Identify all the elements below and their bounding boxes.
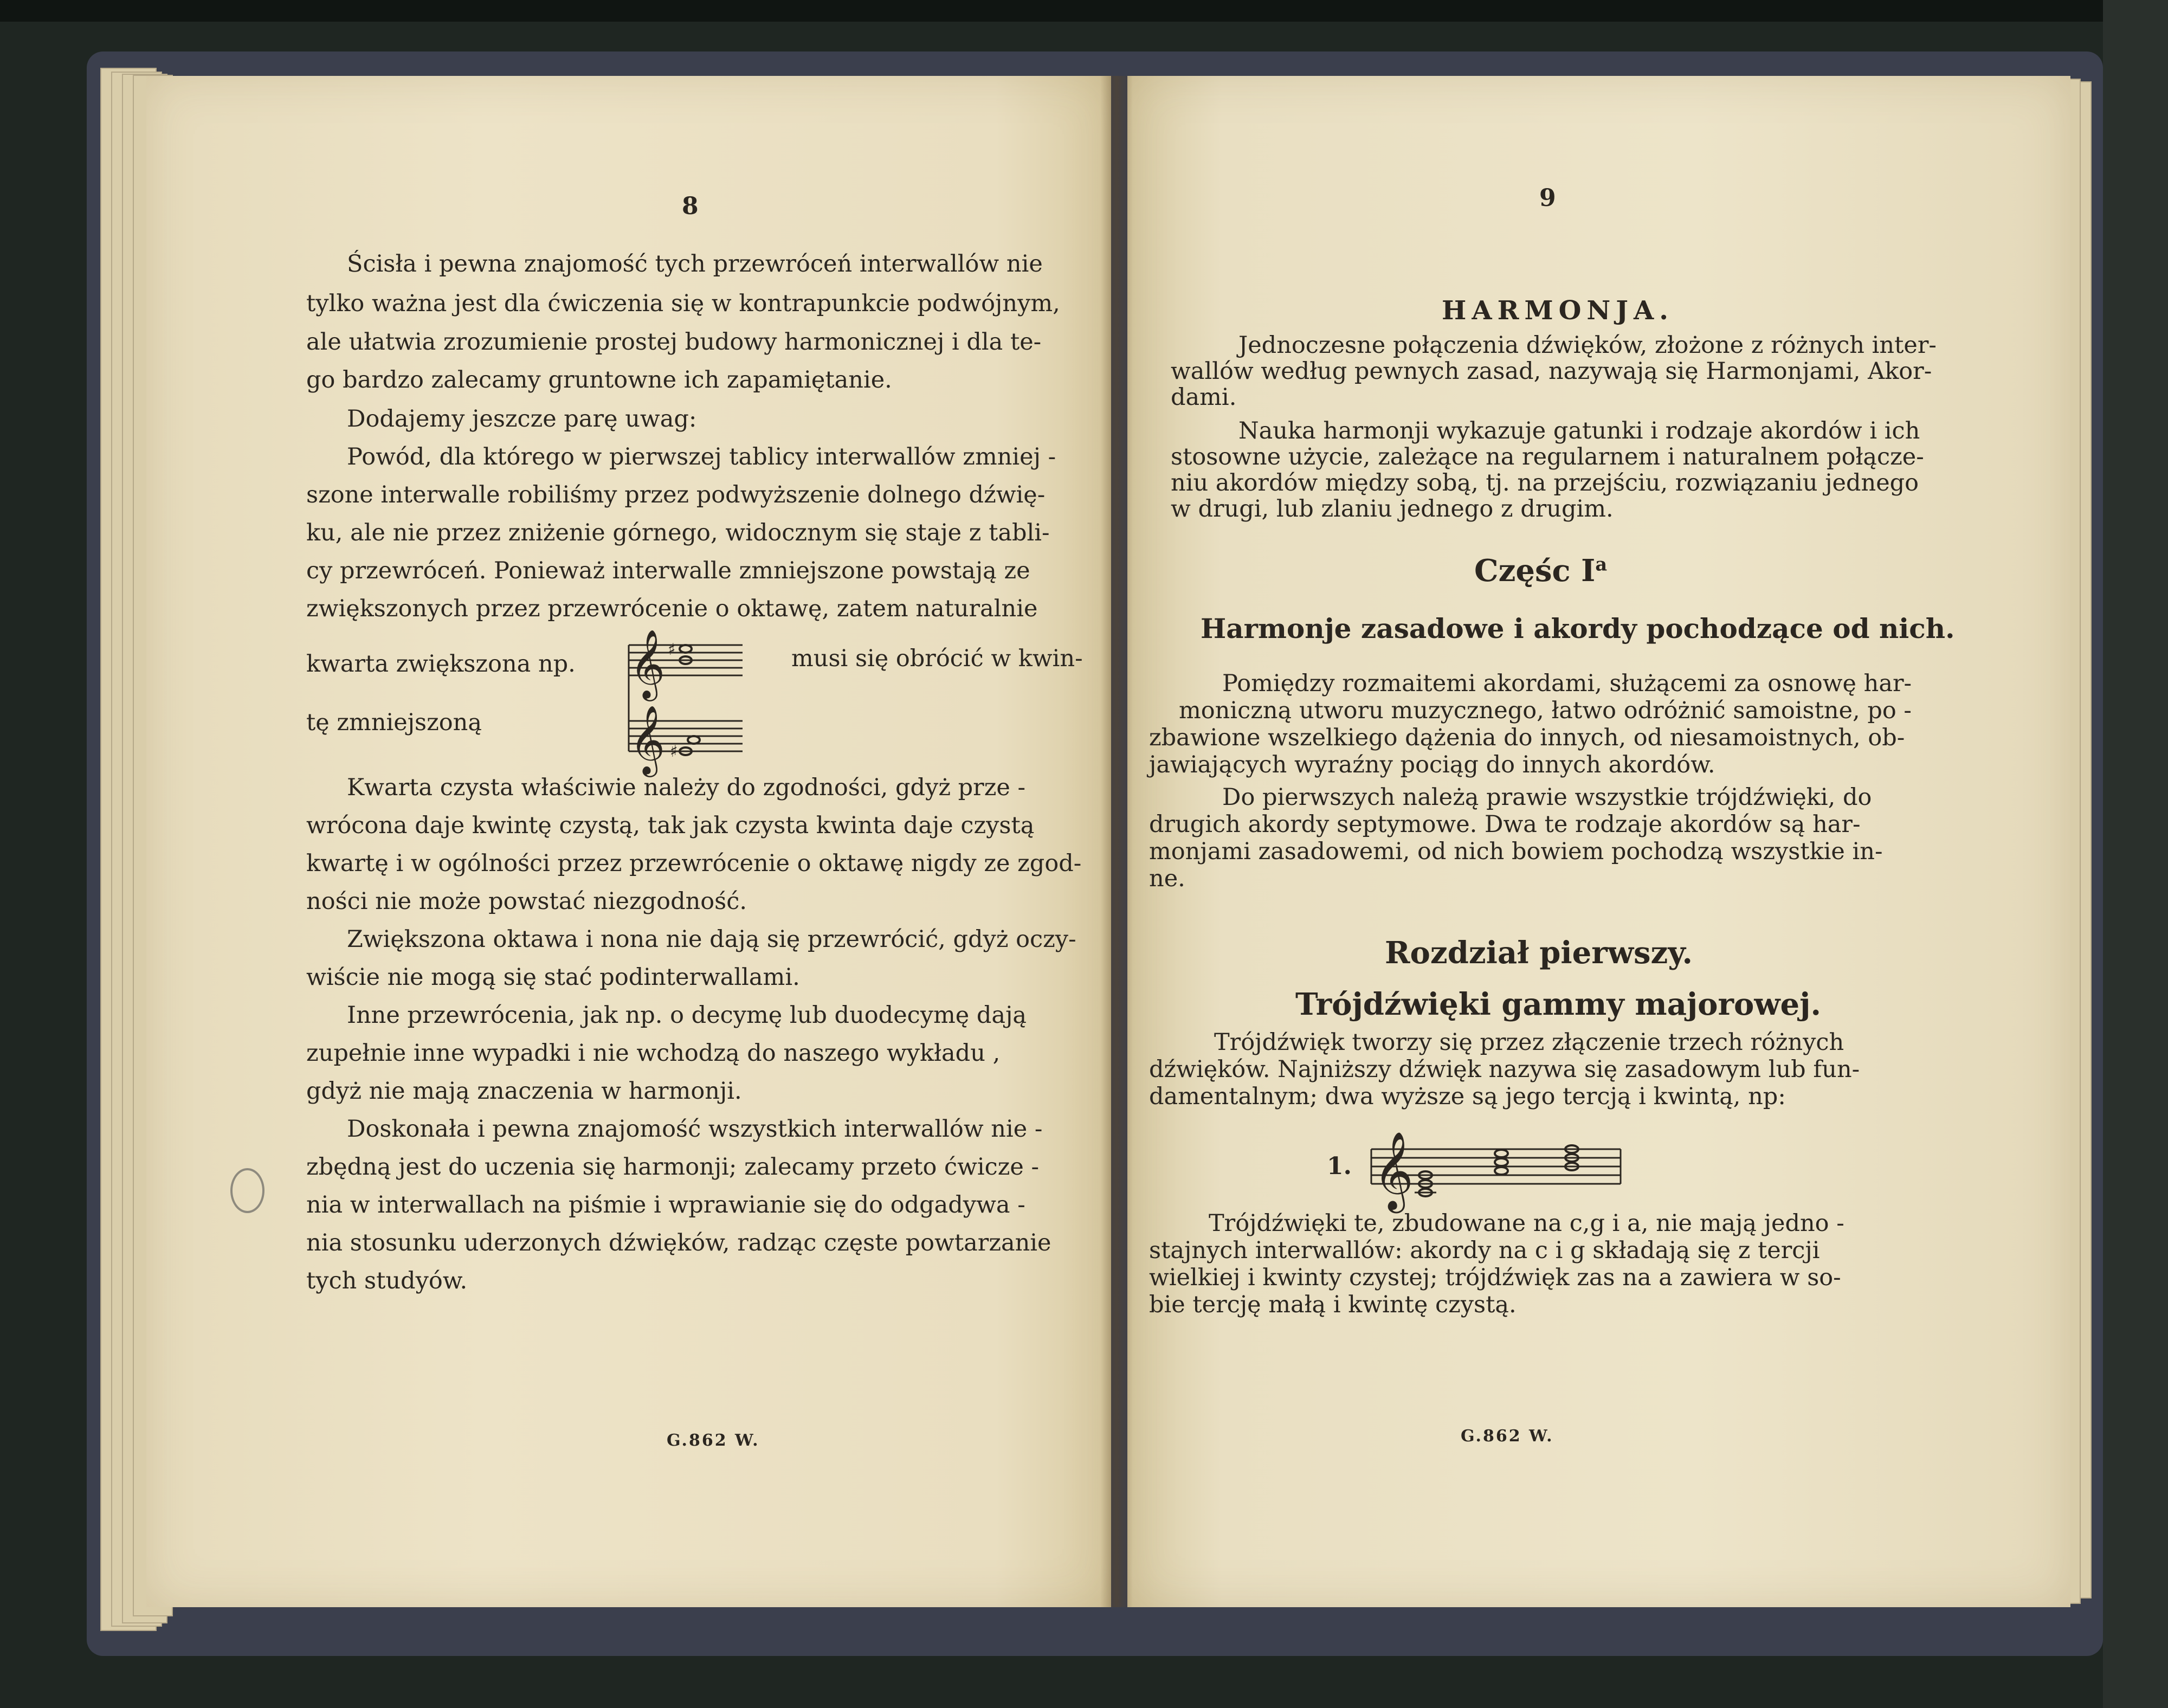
text-line: monjami zasadowemi, od nich bowiem pochodzą wszystkie in-	[1149, 838, 1883, 865]
text-line: moniczną utworu muzycznego, łatwo odróżnić samoistne, po -	[1179, 697, 1912, 724]
text-line: ku, ale nie przez zniżenie górnego, widocznym się staje z tabli-	[306, 519, 1050, 546]
text-line: stosowne użycie, zależące na regularnem i naturalnem połącze-	[1171, 443, 1924, 470]
text-line: zbawione wszelkiego dążenia do innych, od niesamoistnych, ob-	[1149, 724, 1905, 751]
text-line: wielkiej i kwinty czystej; trójdźwięk zas na a zawiera w so-	[1149, 1264, 1841, 1291]
text-line: wrócona daje kwintę czystą, tak jak czysta kwinta daje czystą	[306, 812, 1035, 839]
music-staff-triads	[1366, 1127, 1626, 1214]
text-line: ności nie może powstać niezgodność.	[306, 888, 747, 915]
text-line: Zwiększona oktawa i nona nie dają się przewrócić, gdyż oczy-	[347, 926, 1076, 953]
svg-text:♯: ♯	[670, 742, 678, 761]
part-heading: Częśc $I^a$	[1474, 553, 1608, 589]
example-text: tę zmniejszoną	[306, 709, 482, 736]
text-line: go bardzo zalecamy gruntowne ich zapamiętanie.	[306, 366, 892, 394]
right-page-footer: G.862 W.	[1461, 1427, 1554, 1446]
text-line: zwiększonych przez przewrócenie o oktawę, zatem naturalnie	[306, 595, 1038, 622]
book-gutter	[1100, 76, 1133, 1607]
text-line: ne.	[1149, 865, 1185, 892]
text-line: kwartę i w ogólności przez przewrócenie o oktawę nigdy ze zgod-	[306, 850, 1082, 877]
text-line: nia stosunku uderzonych dźwięków, radząc częste powtarzanie	[306, 1229, 1051, 1256]
text-line: tylko ważna jest dla ćwiczenia się w kontrapunkcie podwójnym,	[306, 290, 1060, 317]
example-number: 1.	[1327, 1152, 1352, 1180]
svg-text:♯: ♯	[668, 640, 676, 659]
text-line: dźwięków. Najniższy dźwięk nazywa się zasadowym lub fun-	[1149, 1056, 1860, 1083]
chapter-subheading: Trójdźwięki gammy majorowej.	[1295, 987, 1821, 1022]
text-line: ale ułatwia zrozumienie prostej budowy harmonicznej i dla te-	[306, 328, 1042, 356]
text-line: Doskonała i pewna znajomość wszystkich interwallów nie -	[347, 1116, 1043, 1143]
text-line: Powód, dla którego w pierwszej tablicy interwallów zmniej -	[347, 443, 1056, 470]
text-line: stajnych interwallów: akordy na c i g składają się z tercji	[1149, 1237, 1820, 1264]
svg-text:𝄞: 𝄞	[1373, 1131, 1414, 1210]
text-line: wallów według pewnych zasad, nazywają się Harmonjami, Akor-	[1171, 358, 1932, 385]
left-page-footer: G.862 W.	[667, 1431, 760, 1450]
text-line: Kwarta czysta właściwie należy do zgodności, gdyż prze -	[347, 774, 1026, 801]
svg-text:𝄞: 𝄞	[630, 629, 666, 698]
background-strip-top	[0, 0, 2168, 22]
text-line: Inne przewrócenia, jak np. o decymę lub duodecymę dają	[347, 1002, 1027, 1029]
example-text: musi się obrócić w kwin-	[791, 645, 1083, 672]
text-line: bie tercję małą i kwintę czystą.	[1149, 1291, 1517, 1318]
text-line: szone interwalle robiliśmy przez podwyższenie dolnego dźwię-	[306, 481, 1046, 508]
text-line: Do pierwszych należą prawie wszystkie trójdźwięki, do	[1222, 784, 1872, 811]
text-line: damentalnym; dwa wyższe są jego tercją i kwintą, np:	[1149, 1083, 1786, 1110]
text-line: Nauka harmonji wykazuje gatunki i rodzaje akordów i ich	[1238, 417, 1920, 444]
left-page-number: 8	[682, 192, 699, 220]
text-line: zbędną jest do uczenia się harmonji; zalecamy przeto ćwicze -	[306, 1153, 1040, 1181]
right-page-number: 9	[1539, 184, 1556, 212]
text-line: tych studyów.	[306, 1267, 468, 1294]
text-line: Pomiędzy rozmaitemi akordami, służącemi za osnowę har-	[1222, 670, 1912, 697]
chapter-heading: Rozdział pierwszy.	[1385, 935, 1693, 971]
example-text: kwarta zwiększona np.	[306, 650, 576, 678]
margin-mark	[230, 1168, 264, 1213]
music-staff-example	[618, 629, 748, 781]
text-line: wiście nie mogą się stać podinterwallami.	[306, 964, 800, 991]
text-line: nia w interwallach na piśmie i wprawianie się do odgadywa -	[306, 1191, 1025, 1219]
text-line: cy przewróceń. Ponieważ interwalle zmniejszone powstają ze	[306, 557, 1030, 584]
text-line: Trójdźwięki te, zbudowane na c,g i a, nie mają jedno -	[1209, 1210, 1844, 1237]
part-subheading: Harmonje zasadowe i akordy pochodzące od nich.	[1201, 613, 1955, 644]
svg-text:𝄞: 𝄞	[630, 705, 666, 774]
text-line: Ścisła i pewna znajomość tych przewróceń interwallów nie	[347, 250, 1043, 278]
text-line: drugich akordy septymowe. Dwa te rodzaje akordów są har-	[1149, 811, 1861, 838]
text-line: w drugi, lub zlaniu jednego z drugim.	[1171, 495, 1614, 523]
heading-harmonja: HARMONJA.	[1442, 295, 1674, 326]
text-line: Trójdźwięk tworzy się przez złączenie trzech różnych	[1214, 1029, 1844, 1056]
text-line: dami.	[1171, 384, 1237, 411]
part-heading-superscript: a	[1595, 553, 1608, 575]
text-line: niu akordów między sobą, tj. na przejściu, rozwiązaniu jednego	[1171, 469, 1919, 497]
text-line: Dodajemy jeszcze parę uwag:	[347, 405, 697, 433]
text-line: jawiających wyraźny pociąg do innych akordów.	[1149, 751, 1715, 778]
text-line: zupełnie inne wypadki i nie wchodzą do naszego wykładu ,	[306, 1040, 1001, 1067]
background-strip-right	[2103, 0, 2168, 1708]
text-line: Jednoczesne połączenia dźwięków, złożone z różnych inter-	[1238, 332, 1937, 359]
text-line: gdyż nie mają znaczenia w harmonji.	[306, 1078, 742, 1105]
